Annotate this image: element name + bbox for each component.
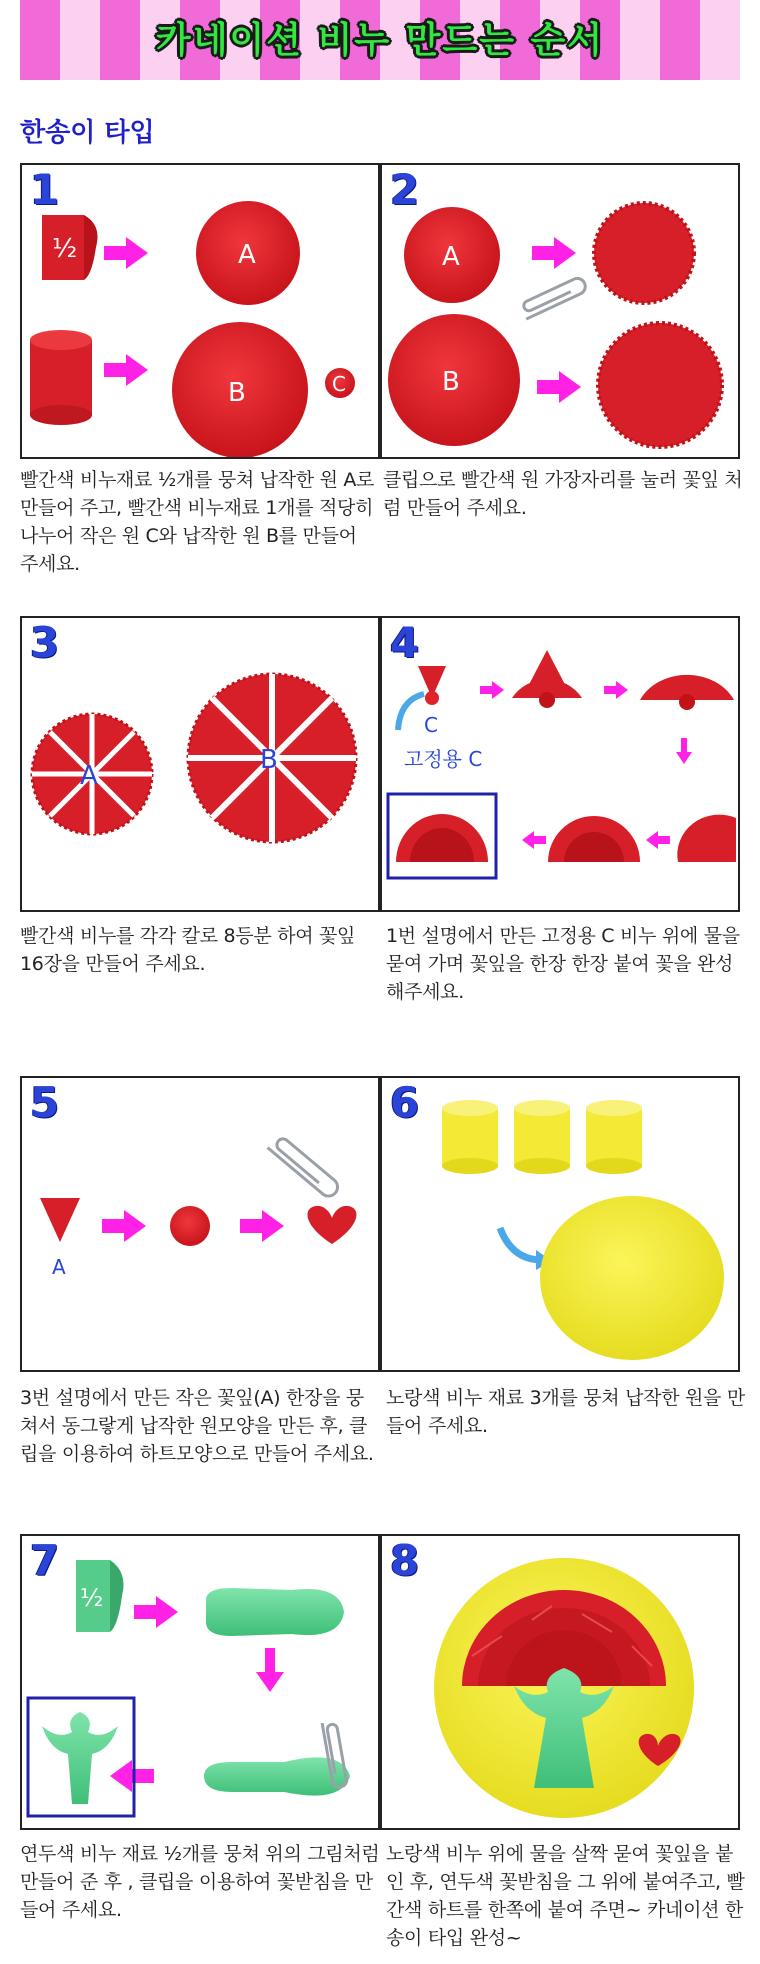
- step-number: 1: [30, 165, 60, 214]
- arrow-down-icon: [676, 752, 692, 764]
- heart-icon: [308, 1206, 357, 1244]
- arrow-icon: [532, 237, 576, 269]
- step-number: 2: [390, 165, 420, 214]
- step-4-caption: 1번 설명에서 만든 고정용 C 비누 위에 물을 묻여 가며 꽃잎을 한장 한장 붙여 꽃을 완성해주세요.: [386, 925, 740, 1003]
- arrow-icon: [522, 831, 546, 849]
- step-number: 8: [390, 1536, 420, 1585]
- step-7-illustration: [22, 1536, 380, 1830]
- step-2-panel: [380, 163, 740, 459]
- section-title: 한송이 타입: [20, 118, 155, 148]
- step-1-caption: 빨간색 비누재료 ½개를 뭉쳐 납작한 원 A로 만들어 주고, 빨간색 비누재료 1개를 적당히 나누어 작은 원 C와 납작한 원 B를 만들어 주세요.: [20, 469, 375, 575]
- arrow-icon: [104, 237, 148, 269]
- step-8-caption: 노랑색 비누 위에 물을 살짝 묻여 꽃잎을 붙인 후, 연두색 꽃받침을 그 위에 붙여주고, 빨간색 하트를 한쪽에 붙여 주면~ 카네이션 한송이 타입 완성~: [386, 1843, 745, 1949]
- arrow-icon: [537, 371, 581, 403]
- label-b: B: [228, 378, 246, 408]
- step-5-caption: 3번 설명에서 만든 작은 꽃잎(A) 한장을 뭉쳐서 동그랗게 납작한 원모양을 만든 후, 클립을 이용하여 하트모양으로 만들어 주세요.: [20, 1387, 374, 1465]
- step-number: 5: [30, 1078, 60, 1127]
- step-number: 3: [30, 618, 60, 667]
- step-6-caption: 노랑색 비누 재료 3개를 뭉쳐 납작한 원을 만들어 주세요.: [386, 1387, 745, 1437]
- step-7-panel: [20, 1534, 380, 1830]
- step-number: 6: [390, 1078, 420, 1127]
- arrow-icon: [102, 1210, 146, 1242]
- curved-arrow-icon: [500, 1228, 542, 1260]
- step-8-panel: [380, 1534, 740, 1830]
- paperclip-icon: [519, 276, 587, 319]
- step-4-panel: [380, 616, 740, 912]
- arrow-icon: [240, 1210, 284, 1242]
- half-label-7: ½: [80, 1584, 104, 1612]
- arrow-icon: [104, 354, 148, 386]
- step-3-panel: [20, 616, 380, 912]
- step-6-illustration: [382, 1078, 740, 1372]
- step-2-illustration: [382, 165, 740, 459]
- arrow-down-icon: [256, 1672, 284, 1692]
- arrow-icon: [480, 681, 504, 699]
- step-number: 4: [390, 618, 420, 667]
- step-6-panel: [380, 1076, 740, 1372]
- label-a: A: [52, 1255, 66, 1279]
- label-fixer: 고정용 C: [404, 747, 483, 771]
- step-2-caption: 클립으로 빨간색 원 가장자리를 눌러 꽃잎 처럼 만들어 주세요.: [383, 469, 743, 519]
- step-7-caption: 연두색 비누 재료 ½개를 뭉쳐 위의 그림처럼 만들어 준 후 , 클립을 이용하여 꽃받침을 만들어 주세요.: [20, 1843, 380, 1921]
- step-1-panel: [20, 163, 380, 459]
- title-banner: [20, 0, 740, 80]
- label-a: A: [238, 240, 256, 270]
- step-number: 7: [30, 1536, 60, 1585]
- step-8-illustration: [382, 1536, 740, 1830]
- arrow-icon: [134, 1596, 178, 1628]
- step-3-caption: 빨간색 비누를 각각 칼로 8등분 하여 꽃잎 16장을 만들어 주세요.: [20, 925, 356, 975]
- label-c: C: [424, 713, 438, 737]
- curved-arrow-icon: [398, 694, 424, 730]
- arrow-icon: [604, 681, 628, 699]
- label-c: C: [332, 372, 346, 396]
- label-b: B: [442, 367, 460, 397]
- paperclip-icon: [268, 1134, 342, 1200]
- step-5-panel: [20, 1076, 380, 1372]
- banner-title: 카네이션 비누 만드는 순서: [155, 20, 605, 61]
- label-b: B: [260, 745, 278, 775]
- step-4-illustration: [382, 618, 740, 912]
- arrow-icon: [110, 1760, 154, 1792]
- arrow-icon: [646, 831, 670, 849]
- label-a: A: [80, 761, 98, 791]
- half-label-1: ½: [52, 234, 78, 264]
- step-3-illustration: [22, 618, 380, 912]
- step-1-illustration: [22, 165, 380, 459]
- step-5-illustration: [22, 1078, 380, 1372]
- label-a: A: [442, 242, 460, 272]
